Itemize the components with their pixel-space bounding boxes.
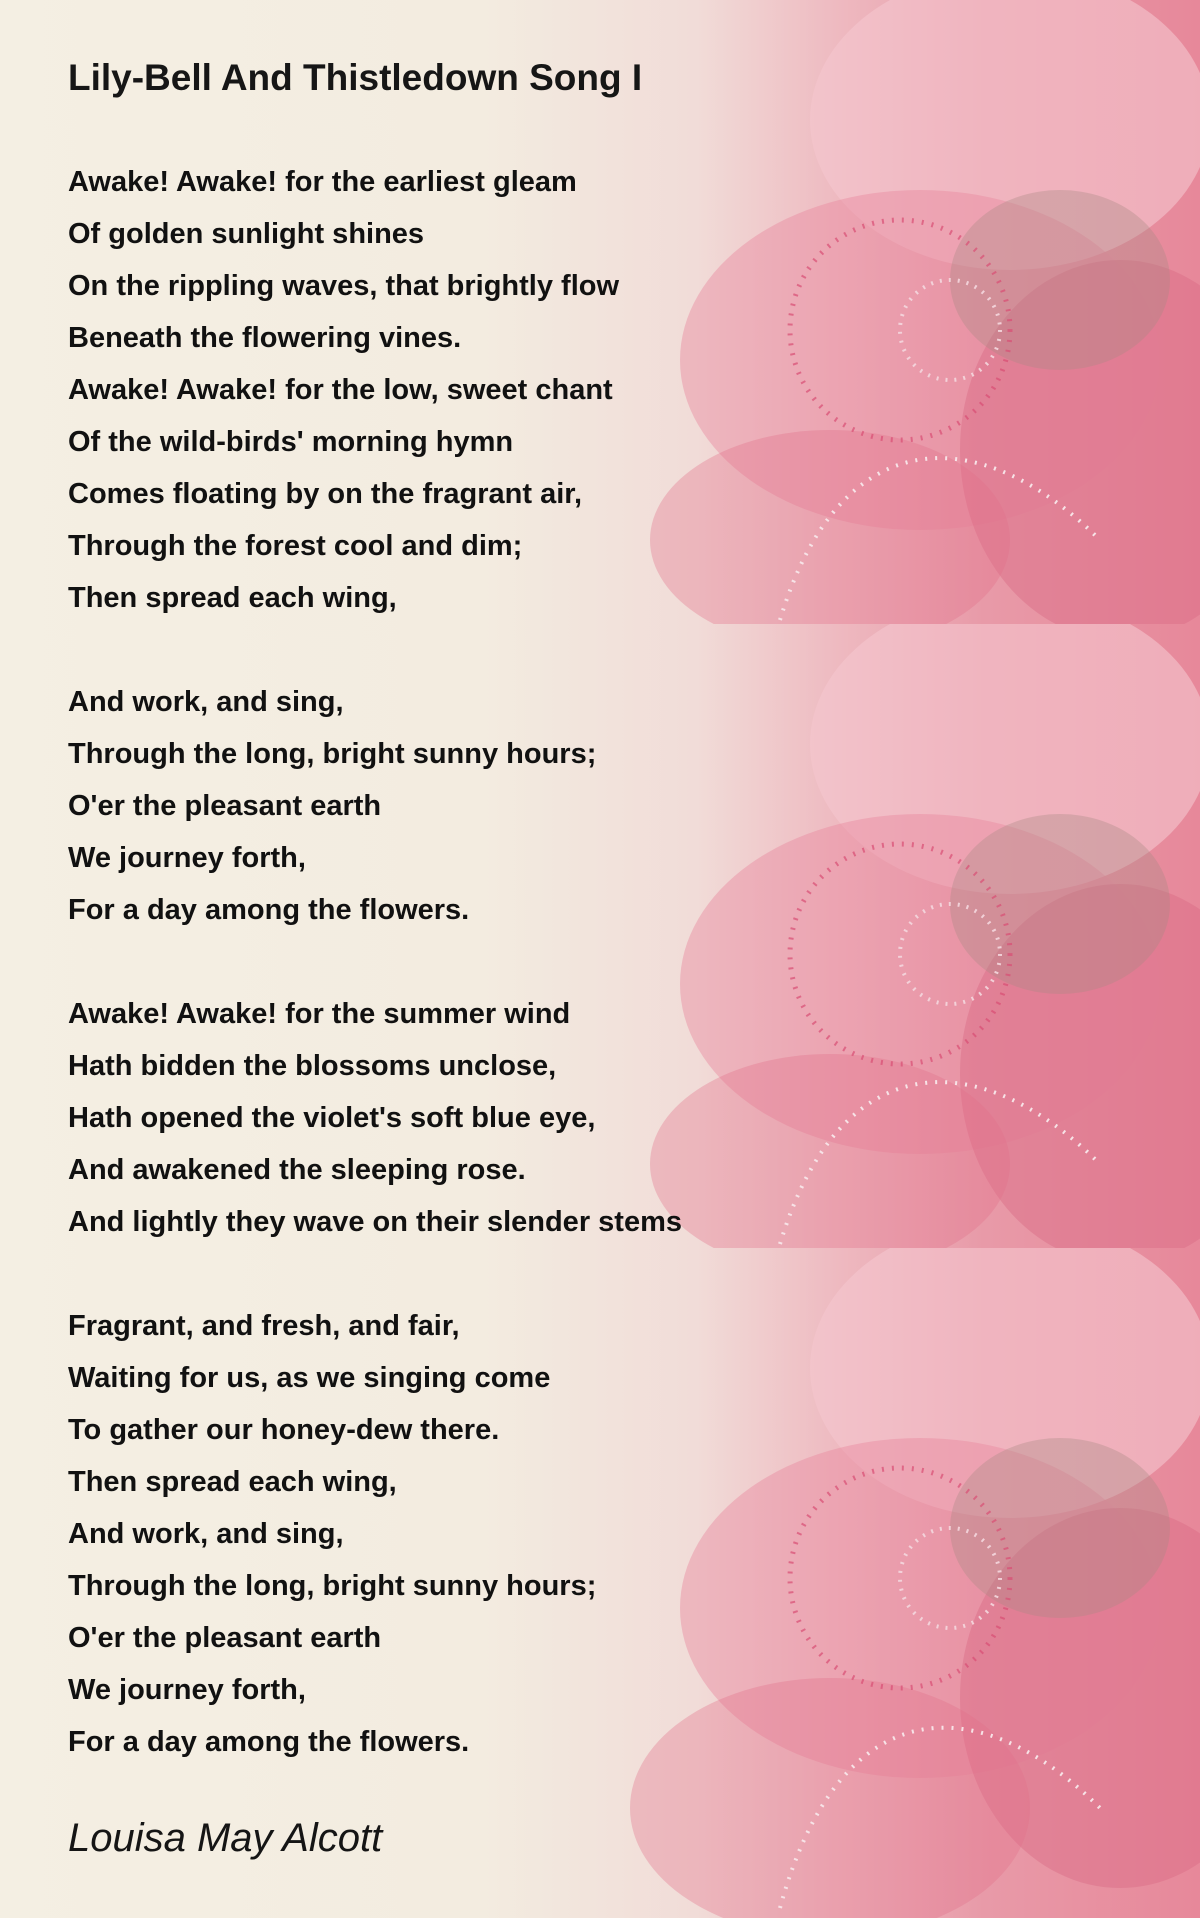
- poem-line: Of golden sunlight shines: [68, 218, 425, 250]
- poem-line: On the rippling waves, that brightly flow: [68, 270, 620, 302]
- stanza: [68, 988, 1168, 1248]
- poem-line: And lightly they wave on their slender stems: [68, 1206, 682, 1238]
- poem-line: Beneath the flowering vines.: [68, 322, 462, 354]
- poem-author: Louisa May Alcott: [68, 1816, 383, 1860]
- poem-line: And work, and sing,: [68, 686, 344, 718]
- poem-line: O'er the pleasant earth: [68, 1622, 382, 1654]
- poem-line: O'er the pleasant earth: [68, 790, 382, 822]
- poem-line: Waiting for us, as we singing come: [68, 1362, 551, 1394]
- poem-line: Through the long, bright sunny hours;: [68, 1570, 597, 1602]
- poem-line: Through the long, bright sunny hours;: [68, 738, 597, 770]
- stanza: [68, 676, 1168, 936]
- poem-line: Hath opened the violet's soft blue eye,: [68, 1102, 596, 1134]
- poem-line: To gather our honey-dew there.: [68, 1414, 500, 1446]
- poem-line: Fragrant, and fresh, and fair,: [68, 1310, 460, 1342]
- poem-title: Lily-Bell And Thistledown Song I: [68, 57, 643, 98]
- poem-line: And awakened the sleeping rose.: [68, 1154, 526, 1186]
- poem-line: For a day among the flowers.: [68, 894, 470, 926]
- poem-line: We journey forth,: [68, 1674, 306, 1706]
- poem-line: Hath bidden the blossoms unclose,: [68, 1050, 557, 1082]
- poem-line: Then spread each wing,: [68, 1466, 397, 1498]
- poem-line: Through the forest cool and dim;: [68, 530, 523, 562]
- poem-body: [68, 156, 1168, 1768]
- poem-line: Comes floating by on the fragrant air,: [68, 478, 583, 510]
- poem-line: Awake! Awake! for the low, sweet chant: [68, 374, 613, 406]
- stanza-break: [68, 1248, 1168, 1300]
- stanza: [68, 156, 1168, 624]
- poem-line: Of the wild-birds' morning hymn: [68, 426, 514, 458]
- poem-line: Then spread each wing,: [68, 582, 397, 614]
- poem: [68, 52, 1168, 1768]
- spacer: [68, 104, 1168, 156]
- poem-line: And work, and sing,: [68, 1518, 344, 1550]
- poem-line: Awake! Awake! for the earliest gleam: [68, 166, 577, 198]
- stanza-break: [68, 624, 1168, 676]
- stanza-break: [68, 936, 1168, 988]
- poem-line: For a day among the flowers.: [68, 1726, 470, 1758]
- poem-line: We journey forth,: [68, 842, 306, 874]
- stanza: [68, 1300, 1168, 1768]
- poem-line: Awake! Awake! for the summer wind: [68, 998, 571, 1030]
